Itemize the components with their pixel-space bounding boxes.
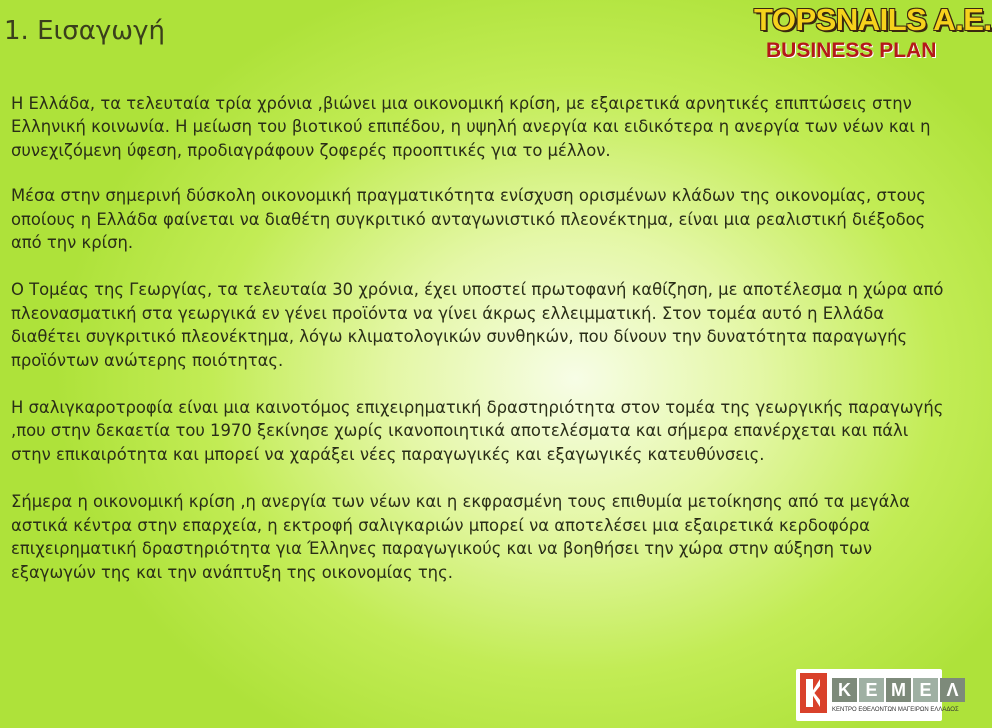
paragraph-agriculture: Ο Τομέας της Γεωργίας, τα τελευταία 30 χρόνια, έχει υποστεί πρωτοφανή καθίζηση, με αποτέλεσμα η χώρα από πλεονασματική στα γεωργικά εν γένει προϊόντα να γίνει άκρως ελλειμματική. Στον τομέα αυτό η Ελλάδα διαθέτει συγκριτικό πλεονέκτημα, λόγω κλιματολογικών συνθηκών, που δίνουν την δυνατότητα παραγωγής προϊόντων ανώτερης ποιότητας. — [11, 280, 944, 370]
topsnails-logo — [754, 2, 992, 62]
slide-body — [11, 92, 951, 608]
kemel-mark-icon — [800, 673, 827, 713]
kemel-letter: Λ — [940, 678, 965, 702]
logo-brand-text: TOPSNAILS A.E. — [754, 2, 992, 37]
paragraph-sectors: Μέσα στην σημερινή δύσκολη οικονομική πραγματικότητα ενίσχυση ορισμένων κλάδων της οικονομίας, στους οποίους η Ελλάδα φαίνεται να διαθέτη συγκριτικό ανταγωνιστικό πλεονέκτημα, είναι μια ρεαλιστική διέξοδος από την κρίση. — [11, 186, 926, 253]
paragraph-intro: Η Ελλάδα, τα τελευταία τρία χρόνια ,βιώνει μια οικονομική κρίση, με εξαιρετικά αρνητικές επιπτώσεις στην Ελληνική κοινωνία. Η μείωση του βιοτικού επιπέδου, η υψηλή ανεργία και ειδικότερα η ανεργία των νέων και η συνεχιζόμενη ύφεση, προδιαγράφουν ζοφερές προοπτικές για το μέλλον. — [11, 94, 931, 160]
paragraph-snail-farming: Η σαλιγκαροτροφία είναι μια καινοτόμος επιχειρηματική δραστηριότητα στον τομέα της γεωργικής παραγωγής ,που στην δεκαετία του 1970 ξεκίνησε χωρίς ικανοποιητικά αποτελέσματα και σήμερα επανέρχεται και πάλι στην επικαιρότητα και μπορεί να χαράξει νέες παραγωγικές και εξαγωγικές κατευθύνσεις. — [11, 398, 944, 464]
logo-subtitle-text: BUSINESS PLAN — [766, 39, 937, 62]
kemel-letters — [832, 678, 965, 702]
kemel-letter: Κ — [832, 678, 857, 702]
kemel-letter: Ε — [859, 678, 884, 702]
paragraph-today: Σήμερα η οικονομική κρίση ,η ανεργία των νέων και η εκφρασμένη τους επιθυμία μετοίκησης από τα μεγάλα αστικά κέντρα στην επαρχεία, η εκτροφή σαλιγκαριών μπορεί να αποτελέσει μια εξαιρετικά κερδοφόρα επιχειρηματική δραστηριότητα για Έλληνες παραγωγικούς και να βοηθήσει την χώρα στην αύξηση των εξαγωγών της και την ανάπτυξη της οικονομίας της. — [11, 492, 910, 582]
kemel-letter: Ε — [913, 678, 938, 702]
slide-title: 1. Εισαγωγή — [4, 16, 165, 46]
kemel-logo — [796, 669, 959, 721]
kemel-tagline: ΚΕΝΤΡΟ ΕΘΕΛΟΝΤΩΝ ΜΑΓΕΙΡΩΝ ΕΛΛΑΔΟΣ — [832, 707, 959, 713]
kemel-letter: Μ — [886, 678, 911, 702]
